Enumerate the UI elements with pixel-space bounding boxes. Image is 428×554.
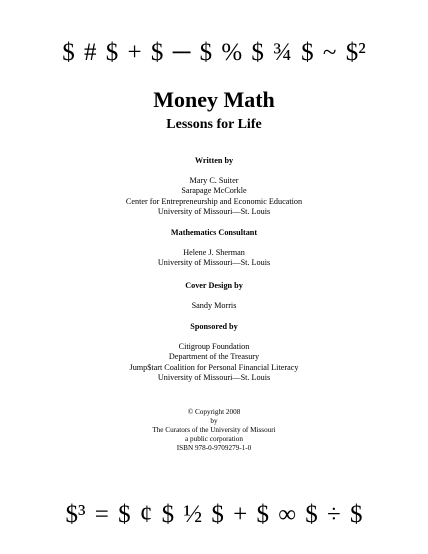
bottom-symbol-row: $³ = $ ¢ $ ½ $ + $ ∞ $ ÷ $ [65,501,363,528]
author-affiliation: University of Missouri—St. Louis [157,207,271,216]
sponsor-name: Citigroup Foundation [178,341,250,351]
written-by-section [0,156,428,218]
consultant-affiliation: University of Missouri—St. Louis [157,258,271,267]
copyright-block [0,408,428,453]
book-subtitle: Lessons for Life [166,117,262,132]
author-name: Mary C. Suiter [189,175,239,185]
sponsor-name: Department of the Treasury [168,352,260,361]
sponsor-name: University of Missouri—St. Louis [157,373,271,382]
section-heading: Sponsored by [190,322,238,331]
author-affiliation: Center for Entrepreneurship and Economic Education [125,196,303,206]
top-symbol-row: $ # $ + $ ─ $ % $ ¾ $ ~ $² [62,39,366,66]
book-title: Money Math [153,87,275,112]
sponsor-name: Jump$tart Coalition for Personal Financial Literacy [129,362,299,372]
isbn: ISBN 978-0-9709279-1-0 [176,444,252,452]
copyright-line: The Curators of the University of Missouri [152,426,276,434]
sponsors-section [0,322,428,384]
copyright-line: a public corporation [185,435,243,443]
consultant-name: Helene J. Sherman [183,247,245,257]
section-heading: Written by [194,156,234,165]
section-heading: Cover Design by [185,281,243,290]
consultant-section [0,228,428,269]
copyright-line: by [210,417,218,425]
section-heading: Mathematics Consultant [170,228,258,237]
designer-name: Sandy Morris [191,300,237,310]
author-name: Sarapage McCorkle [181,186,247,195]
copyright-line: © Copyright 2008 [187,408,241,416]
cover-design-section [0,281,428,311]
